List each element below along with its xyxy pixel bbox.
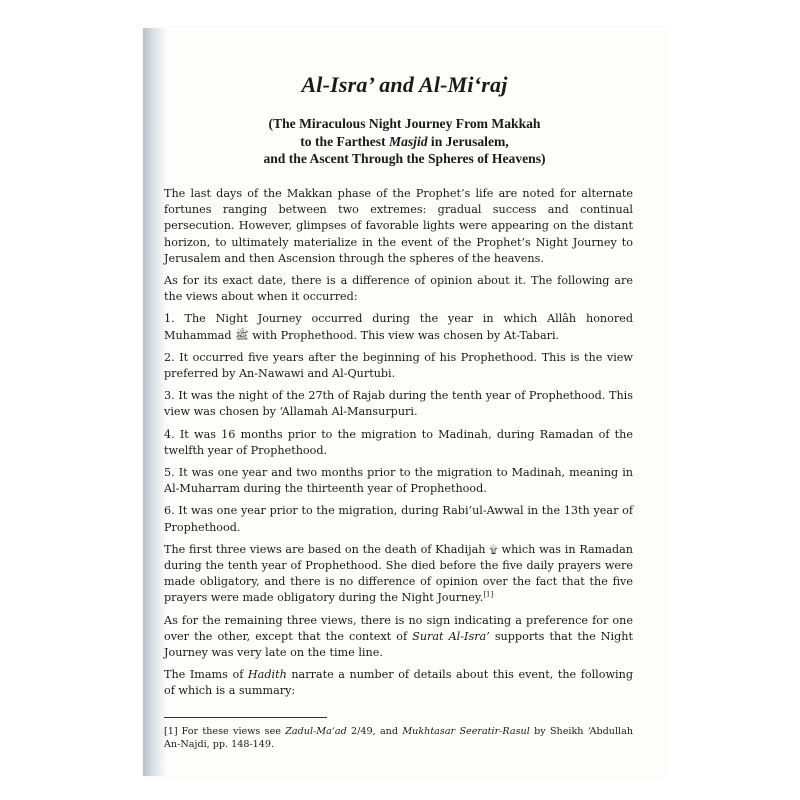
footnote — [164, 725, 633, 751]
subtitle-emphasis: Masjid — [389, 133, 428, 149]
view-item-1: 1. The Night Journey occurred during the year in which Allâh honored Muhammad ﷺ with Prophethood. This view was chosen by At-Tabari. — [164, 312, 633, 342]
view-item-4: 4. It was 16 months prior to the migration to Madinah, during Ramadan of the twelfth year of Prophethood. — [164, 427, 633, 457]
paragraph-text: narrate a number of details about this event, the following of which is a summary: — [164, 668, 633, 698]
paragraph-emphasis: Hadith — [247, 668, 287, 682]
footnote-text: by Sheikh ‘Abdullah An-Najdi, pp. 148-149. — [164, 726, 633, 750]
subtitle-line-3: and the Ascent Through the Spheres of Heavens) — [263, 151, 546, 166]
footnote-text: For these views see — [181, 726, 286, 737]
paragraph-text: As for the remaining three views, there is no sign indicating a preference for one over the other, except that the context of — [164, 613, 633, 643]
paragraph-text: The Imams of — [164, 668, 248, 682]
paragraph-text: supports that the Night Journey was very late on the time line. — [164, 629, 633, 660]
paragraph-intro: The last days of the Makkan phase of the Prophet’s life are noted for alternate fortunes ranging between two extremes: gradual success and continual persecution. However, glimpses of favorable lights were appearing on the distant horizon, to ultimately materialize in the event of the Prophet’s Night Journey to Jerusalem and then Ascension through the spheres of the heavens. — [164, 187, 633, 265]
paragraph-hadith — [164, 667, 633, 699]
subtitle-line-2 — [143, 133, 666, 151]
footnote-divider — [164, 717, 327, 718]
paragraph-emphasis: Surat Al-Isra’ — [412, 629, 490, 643]
footnote-marker: [1] — [164, 726, 178, 737]
paragraph-text: The first three views are based on the death of Khadijah ۩ which was in Ramadan during the tenth year of Prophethood. She died before the five daily prayers were made obligatory, and there is no difference of opinion over the fact that the five prayers were made obligatory during the Night Journey. — [164, 542, 633, 605]
chapter-title: Al-Isra’ and Al-Mi‘raj — [301, 72, 508, 97]
paragraph-remaining-views — [164, 613, 633, 662]
body-text — [164, 186, 633, 700]
subtitle-line-1: (The Miraculous Night Journey From Makkah — [268, 116, 541, 131]
paragraph-date: As for its exact date, there is a difference of opinion about it. The following are the views about when it occurred: — [164, 274, 633, 304]
paragraph-first-three-views — [164, 542, 633, 607]
footnote-emphasis: Mukhtasar Seeratir-Rasul — [402, 726, 530, 737]
view-item-2: 2. It occurred five years after the beginning of his Prophethood. This is the view preferred by An-Nawawi and Al-Qurtubi. — [164, 350, 633, 381]
view-item-5: 5. It was one year and two months prior to the migration to Madinah, meaning in Al-Muharram during the thirteenth year of Prophethood. — [164, 466, 633, 496]
subtitle-text: to the Farthest — [300, 133, 389, 149]
subtitle-text: in Jerusalem, — [427, 133, 509, 149]
view-item-6: 6. It was one year prior to the migration, during Rabi‘ul-Awwal in the 13th year of Prophethood. — [164, 504, 633, 534]
chapter-subtitle — [143, 115, 666, 168]
footnote-text: 2/49, and — [346, 726, 403, 737]
footnote-reference[interactable]: [1] — [483, 590, 494, 599]
view-item-3: 3. It was the night of the 27th of Rajab during the tenth year of Prophethood. This view was chosen by ‘Allamah Al-Mansurpuri. — [164, 389, 633, 419]
footnote-emphasis: Zadul-Ma‘ad — [285, 726, 347, 737]
